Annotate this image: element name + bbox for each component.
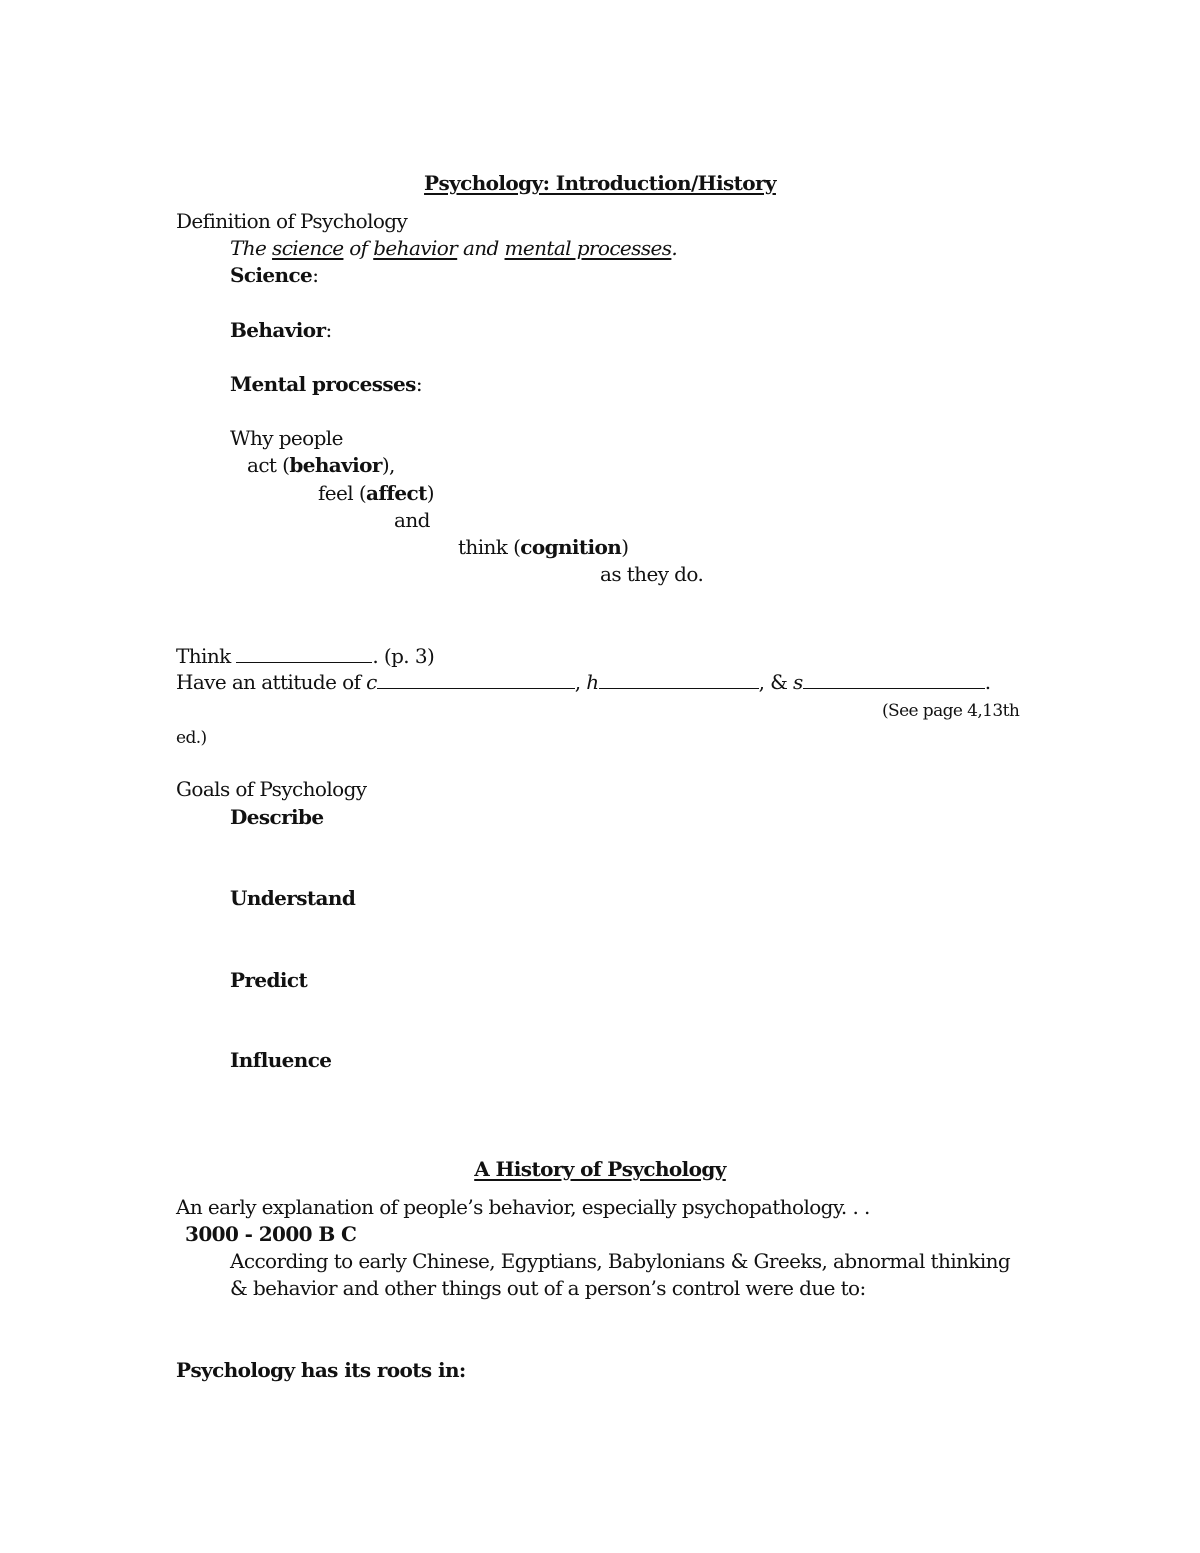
attitude-h: h	[586, 670, 599, 694]
goals-heading: Goals of Psychology	[176, 777, 367, 801]
goal-predict: Predict	[230, 968, 308, 992]
feel-pre: feel (	[318, 481, 367, 505]
term-colon: :	[325, 318, 332, 342]
history-date: 3000 - 2000 B C	[185, 1222, 357, 1246]
act-pre: act (	[247, 453, 290, 477]
feel-post: )	[426, 481, 434, 505]
as-they-do: as they do.	[600, 562, 704, 586]
page-title: Psychology: Introduction/History	[424, 171, 776, 195]
act-word: behavior	[289, 453, 382, 477]
think-pre-text: Think	[176, 644, 231, 668]
attitude-fill-in-line	[176, 669, 990, 695]
def-of: of	[349, 236, 368, 260]
attitude-comma2: , &	[758, 670, 788, 694]
think-word: cognition	[520, 535, 622, 559]
term-science	[230, 262, 318, 288]
attitude-period: .	[984, 670, 991, 694]
why-people: Why people	[230, 426, 343, 450]
goal-understand: Understand	[230, 886, 356, 910]
def-behavior: behavior	[373, 236, 458, 260]
feel-line	[318, 480, 434, 506]
term-colon: :	[312, 263, 319, 287]
definition-text	[230, 235, 677, 261]
blank-h[interactable]	[599, 670, 759, 689]
history-line-2: & behavior and other things out of a person’s control were due to:	[230, 1276, 866, 1300]
think-post: )	[621, 535, 629, 559]
term-label: Science	[230, 263, 313, 287]
blank-think[interactable]	[236, 644, 372, 663]
definition-heading: Definition of Psychology	[176, 209, 408, 233]
goal-influence: Influence	[230, 1048, 332, 1072]
attitude-comma1: ,	[574, 670, 581, 694]
see-page-note-cont: ed.)	[176, 728, 207, 748]
goal-describe: Describe	[230, 805, 324, 829]
think-cognition-line	[458, 534, 628, 560]
feel-word: affect	[366, 481, 427, 505]
history-title: A History of Psychology	[474, 1157, 726, 1181]
def-and: and	[462, 236, 499, 260]
think-fill-in-line	[176, 643, 434, 669]
def-science: science	[272, 236, 344, 260]
def-period: .	[671, 236, 678, 260]
term-behavior	[230, 317, 332, 343]
def-the: The	[230, 236, 267, 260]
attitude-c: c	[366, 670, 377, 694]
def-mental-processes: mental processes	[504, 236, 672, 260]
history-line-1: According to early Chinese, Egyptians, Babylonians & Greeks, abnormal thinking	[230, 1249, 1011, 1273]
see-page-note: (See page 4,13th	[882, 701, 1020, 721]
act-line	[247, 452, 395, 478]
term-colon: :	[415, 372, 422, 396]
act-post: ),	[381, 453, 395, 477]
term-label: Behavior	[230, 318, 326, 342]
attitude-pre: Have an attitude of	[176, 670, 361, 694]
term-mental-processes	[230, 371, 422, 397]
blank-s[interactable]	[803, 670, 985, 689]
think-post-text: . (p. 3)	[372, 644, 435, 668]
think-pre: think (	[458, 535, 521, 559]
and-line: and	[394, 508, 430, 532]
attitude-s: s	[793, 670, 803, 694]
term-label: Mental processes	[230, 372, 416, 396]
blank-c[interactable]	[377, 670, 575, 689]
roots-heading: Psychology has its roots in:	[176, 1358, 466, 1382]
history-intro: An early explanation of people’s behavior, especially psychopathology. . .	[176, 1195, 870, 1219]
